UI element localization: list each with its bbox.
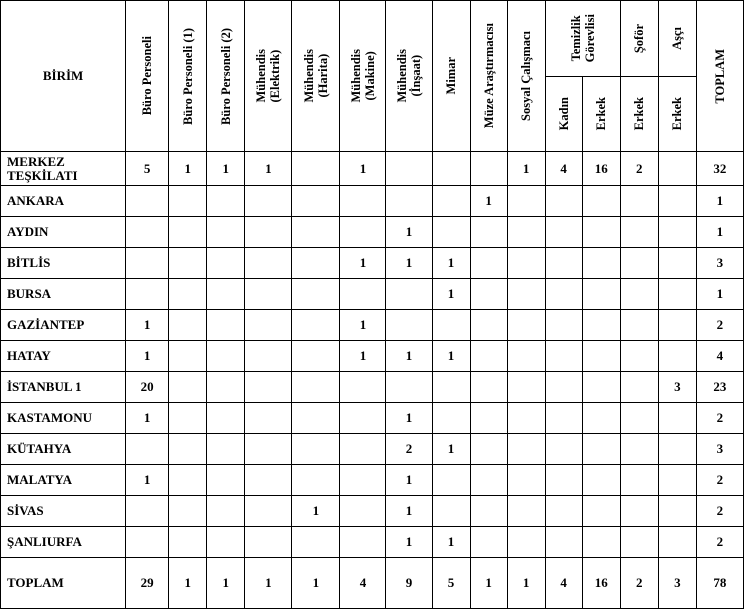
table-cell: [582, 465, 620, 496]
table-cell: [620, 403, 658, 434]
table-cell: 32: [696, 152, 743, 186]
row-name: AYDIN: [1, 217, 126, 248]
table-cell: [658, 403, 696, 434]
row-name: BURSA: [1, 279, 126, 310]
table-cell: [386, 279, 432, 310]
table-cell: 2: [620, 558, 658, 609]
table-cell: 1: [386, 341, 432, 372]
table-row: [1, 527, 744, 558]
table-cell: [207, 341, 245, 372]
table-cell: [292, 310, 340, 341]
table-cell: [658, 248, 696, 279]
table-cell: [582, 372, 620, 403]
table-cell: [340, 434, 386, 465]
table-cell: [545, 186, 582, 217]
table-cell: [582, 217, 620, 248]
table-cell: 20: [126, 372, 169, 403]
table-cell: [245, 279, 292, 310]
table-cell: [386, 372, 432, 403]
table-cell: [582, 403, 620, 434]
header-sosyal: Sosyal Çalışmacı: [507, 1, 545, 152]
table-cell: 1: [432, 527, 470, 558]
table-cell: [545, 372, 582, 403]
header-muh-insaat: Mühendis (İnşaat): [386, 1, 432, 152]
header-buro1: Büro Personeli (1): [169, 1, 207, 152]
table-cell: 1: [470, 558, 507, 609]
table-cell: [507, 217, 545, 248]
table-cell: [207, 434, 245, 465]
table-cell: [507, 496, 545, 527]
table-cell: [620, 310, 658, 341]
table-cell: 1: [432, 341, 470, 372]
table-cell: [292, 465, 340, 496]
table-cell: [207, 403, 245, 434]
table-cell: [386, 152, 432, 186]
table-row: [1, 152, 744, 186]
table-cell: [470, 496, 507, 527]
table-row: [1, 248, 744, 279]
table-cell: [507, 403, 545, 434]
table-cell: 1: [340, 152, 386, 186]
table-cell: 1: [340, 248, 386, 279]
table-cell: [507, 341, 545, 372]
table-cell: [582, 248, 620, 279]
table-cell: 16: [582, 152, 620, 186]
row-name: BİTLİS: [1, 248, 126, 279]
table-cell: 1: [386, 496, 432, 527]
table-cell: [207, 310, 245, 341]
header-muze: Müze Araştırmacısı: [470, 1, 507, 152]
table-cell: [432, 310, 470, 341]
table-cell: 1: [432, 248, 470, 279]
table-cell: [169, 527, 207, 558]
table-cell: [207, 372, 245, 403]
table-cell: [292, 341, 340, 372]
table-cell: [340, 372, 386, 403]
table-cell: [620, 248, 658, 279]
table-cell: 2: [386, 434, 432, 465]
table-cell: [292, 527, 340, 558]
table-cell: [470, 527, 507, 558]
table-cell: 3: [696, 248, 743, 279]
row-name: MALATYA: [1, 465, 126, 496]
table-cell: [340, 527, 386, 558]
row-name: GAZİANTEP: [1, 310, 126, 341]
table-cell: [245, 248, 292, 279]
table-cell: [126, 527, 169, 558]
table-cell: [126, 496, 169, 527]
table-row: [1, 341, 744, 372]
table-cell: [207, 248, 245, 279]
table-cell: [207, 186, 245, 217]
table-cell: [245, 310, 292, 341]
table-cell: [126, 279, 169, 310]
table-cell: [432, 217, 470, 248]
table-cell: [507, 310, 545, 341]
table-cell: [507, 434, 545, 465]
table-row: [1, 186, 744, 217]
table-cell: [545, 217, 582, 248]
table-cell: 16: [582, 558, 620, 609]
table-cell: [292, 434, 340, 465]
table-cell: [245, 341, 292, 372]
table-cell: [658, 527, 696, 558]
row-name: HATAY: [1, 341, 126, 372]
header-birim: BİRİM: [1, 1, 126, 152]
table-cell: [507, 279, 545, 310]
table-cell: [582, 186, 620, 217]
table-cell: [245, 434, 292, 465]
table-cell: [126, 186, 169, 217]
table-cell: [658, 217, 696, 248]
table-cell: 1: [169, 558, 207, 609]
table-cell: [658, 186, 696, 217]
table-cell: [545, 527, 582, 558]
table-cell: 1: [207, 558, 245, 609]
table-cell: [620, 434, 658, 465]
header-buro2: Büro Personeli (2): [207, 1, 245, 152]
table-cell: [507, 372, 545, 403]
table-cell: 1: [386, 248, 432, 279]
table-cell: [620, 217, 658, 248]
row-name: İSTANBUL 1: [1, 372, 126, 403]
table-cell: [582, 496, 620, 527]
table-row: [1, 310, 744, 341]
table-cell: [169, 403, 207, 434]
table-row: [1, 465, 744, 496]
table-cell: [245, 372, 292, 403]
table-row: [1, 217, 744, 248]
table-cell: [169, 310, 207, 341]
table-cell: [169, 279, 207, 310]
table-cell: 1: [470, 186, 507, 217]
table-cell: [292, 152, 340, 186]
table-cell: [620, 372, 658, 403]
table-cell: [658, 310, 696, 341]
row-name: MERKEZ TEŞKİLATI: [1, 152, 126, 186]
table-cell: [432, 465, 470, 496]
table-cell: 2: [696, 403, 743, 434]
table-cell: [245, 496, 292, 527]
header-buro: Büro Personeli: [126, 1, 169, 152]
table-cell: 1: [340, 310, 386, 341]
table-cell: [432, 403, 470, 434]
table-cell: [470, 279, 507, 310]
table-cell: [432, 496, 470, 527]
table-cell: [432, 372, 470, 403]
table-cell: 5: [432, 558, 470, 609]
table-cell: [658, 465, 696, 496]
table-cell: [207, 465, 245, 496]
table-cell: [545, 341, 582, 372]
table-cell: [245, 403, 292, 434]
table-cell: [169, 217, 207, 248]
table-cell: 1: [386, 403, 432, 434]
table-cell: [658, 279, 696, 310]
table-body: [1, 152, 744, 609]
table-cell: [292, 217, 340, 248]
table-cell: [169, 341, 207, 372]
table-cell: 1: [507, 558, 545, 609]
table-cell: 1: [292, 496, 340, 527]
table-cell: [545, 248, 582, 279]
table-cell: [620, 465, 658, 496]
table-cell: [432, 186, 470, 217]
table-cell: [470, 372, 507, 403]
table-cell: 1: [696, 279, 743, 310]
table-cell: 5: [126, 152, 169, 186]
table-cell: 1: [432, 279, 470, 310]
table-cell: 1: [126, 341, 169, 372]
table-cell: [620, 341, 658, 372]
table-cell: 1: [245, 152, 292, 186]
table-row: [1, 403, 744, 434]
header-mimar: Mimar: [432, 1, 470, 152]
header-kadin: Kadın: [545, 77, 582, 152]
row-name: SİVAS: [1, 496, 126, 527]
table-cell: [386, 186, 432, 217]
table-cell: [545, 496, 582, 527]
table-cell: 1: [696, 217, 743, 248]
table-cell: 1: [340, 341, 386, 372]
header-erkek-sofor: Erkek: [620, 77, 658, 152]
table-cell: [340, 496, 386, 527]
table-cell: [340, 217, 386, 248]
table-cell: 1: [292, 558, 340, 609]
table-cell: [340, 403, 386, 434]
table-cell: 1: [432, 434, 470, 465]
header-erkek-temizlik: Erkek: [582, 77, 620, 152]
table-cell: [620, 496, 658, 527]
table-cell: [245, 186, 292, 217]
header-asci: Aşçı: [658, 1, 696, 77]
table-cell: [207, 279, 245, 310]
table-cell: [126, 217, 169, 248]
table-cell: 4: [340, 558, 386, 609]
table-cell: [545, 403, 582, 434]
table-cell: [582, 434, 620, 465]
table-cell: [620, 279, 658, 310]
table-cell: [169, 248, 207, 279]
table-cell: [470, 310, 507, 341]
table-cell: 2: [696, 527, 743, 558]
table-cell: [432, 152, 470, 186]
table-cell: [169, 496, 207, 527]
table-cell: 1: [207, 152, 245, 186]
table-cell: 1: [386, 527, 432, 558]
table-row: [1, 372, 744, 403]
row-name: KÜTAHYA: [1, 434, 126, 465]
table-cell: [658, 496, 696, 527]
table-cell: [169, 434, 207, 465]
table-cell: 3: [658, 558, 696, 609]
table-cell: [207, 527, 245, 558]
table-cell: 1: [507, 152, 545, 186]
table-cell: 1: [126, 403, 169, 434]
table-cell: [245, 465, 292, 496]
table-row: [1, 279, 744, 310]
header-sofor: Şoför: [620, 1, 658, 77]
table-cell: 1: [169, 152, 207, 186]
table-cell: [470, 248, 507, 279]
table-cell: [582, 310, 620, 341]
table-cell: 1: [386, 465, 432, 496]
table-cell: [386, 310, 432, 341]
table-cell: 4: [545, 152, 582, 186]
row-name: KASTAMONU: [1, 403, 126, 434]
table-cell: [207, 496, 245, 527]
table-cell: 2: [696, 310, 743, 341]
header-erkek-asci: Erkek: [658, 77, 696, 152]
table-cell: [470, 341, 507, 372]
row-name: ANKARA: [1, 186, 126, 217]
header-temizlik: Temizlik Görevlisi: [545, 1, 620, 77]
table-cell: [470, 403, 507, 434]
table-row: [1, 558, 744, 609]
table-cell: [340, 279, 386, 310]
table-cell: [470, 152, 507, 186]
table-cell: 2: [696, 465, 743, 496]
table-cell: 78: [696, 558, 743, 609]
table-cell: [507, 248, 545, 279]
table-cell: [169, 465, 207, 496]
table-cell: [245, 527, 292, 558]
table-cell: [582, 341, 620, 372]
table-cell: [658, 152, 696, 186]
table-cell: [470, 434, 507, 465]
table-cell: [545, 310, 582, 341]
row-name: ŞANLIURFA: [1, 527, 126, 558]
table-cell: [545, 465, 582, 496]
table-cell: [340, 186, 386, 217]
table-cell: 3: [696, 434, 743, 465]
table-cell: 4: [696, 341, 743, 372]
table-cell: [292, 279, 340, 310]
table-cell: [292, 248, 340, 279]
table-row: [1, 496, 744, 527]
table-cell: [620, 186, 658, 217]
table-row: [1, 434, 744, 465]
table-cell: [658, 341, 696, 372]
table-cell: [620, 527, 658, 558]
table-cell: [470, 465, 507, 496]
table-cell: [126, 434, 169, 465]
table-cell: [292, 186, 340, 217]
table-cell: [292, 403, 340, 434]
table-cell: [207, 217, 245, 248]
table-cell: 9: [386, 558, 432, 609]
header-muh-makine: Mühendis (Makine): [340, 1, 386, 152]
table-cell: 2: [620, 152, 658, 186]
row-name: TOPLAM: [1, 558, 126, 609]
table-cell: 29: [126, 558, 169, 609]
header-muh-elektrik: Mühendis (Elektrik): [245, 1, 292, 152]
header-muh-harita: Mühendis (Harita): [292, 1, 340, 152]
table-cell: [245, 217, 292, 248]
table-cell: [507, 527, 545, 558]
table-cell: 1: [386, 217, 432, 248]
table-cell: [658, 434, 696, 465]
table-cell: [582, 279, 620, 310]
header-toplam: TOPLAM: [696, 1, 743, 152]
table-cell: [470, 217, 507, 248]
table-cell: [126, 248, 169, 279]
table-cell: 3: [658, 372, 696, 403]
table-cell: 1: [126, 465, 169, 496]
table-cell: [169, 186, 207, 217]
table-cell: 1: [696, 186, 743, 217]
table-cell: [545, 279, 582, 310]
table-cell: [169, 372, 207, 403]
table-cell: 1: [245, 558, 292, 609]
table-cell: 1: [126, 310, 169, 341]
table-cell: [340, 465, 386, 496]
table-cell: [507, 186, 545, 217]
table-cell: [582, 527, 620, 558]
table-cell: 23: [696, 372, 743, 403]
table-cell: [507, 465, 545, 496]
table-cell: 4: [545, 558, 582, 609]
table-cell: [292, 372, 340, 403]
table-cell: [545, 434, 582, 465]
table-cell: 2: [696, 496, 743, 527]
